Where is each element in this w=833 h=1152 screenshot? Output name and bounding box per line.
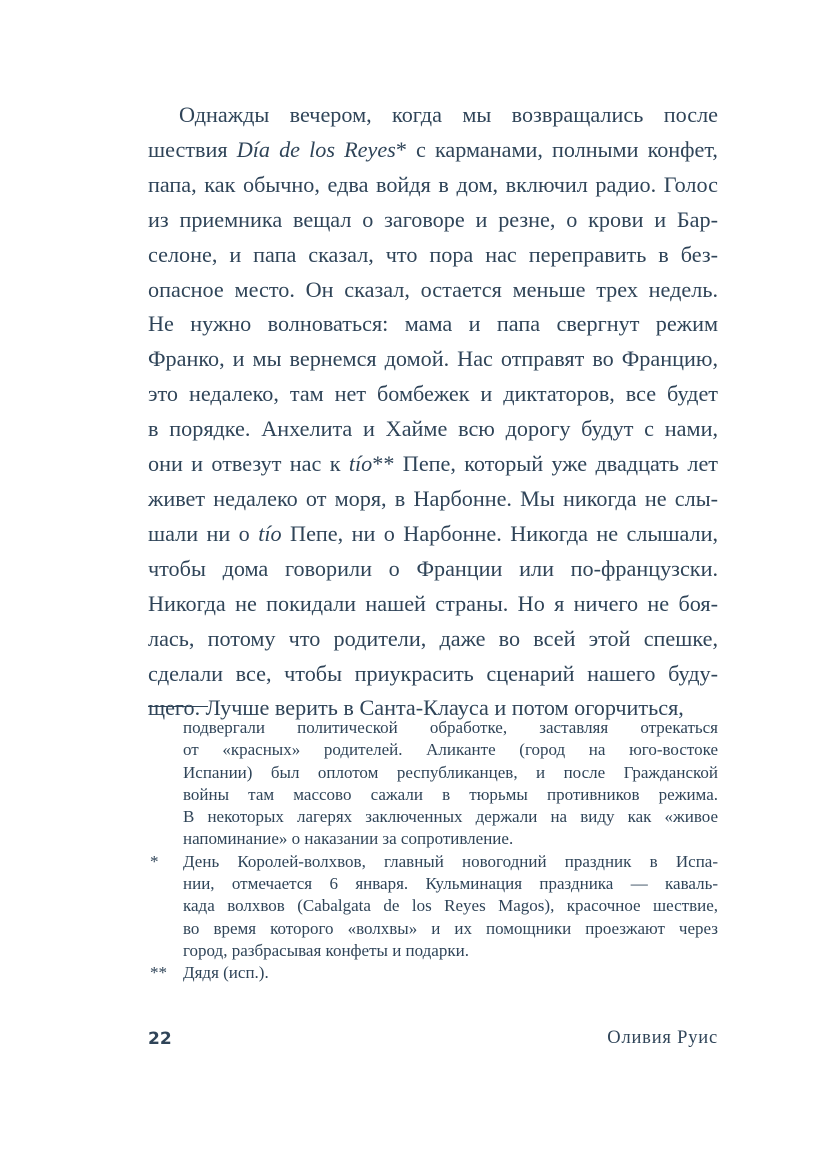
- text-line: опасное место. Он сказал, остается меньше трех недель.: [148, 276, 718, 302]
- text-line: сделали все, чтобы приукрасить сценарий нашего буду-: [148, 660, 718, 686]
- main-paragraph: [148, 98, 718, 726]
- footnote-marker: *: [150, 851, 159, 871]
- text-line: селоне, и папа сказал, что пора нас переправить в без-: [148, 241, 718, 267]
- text-line: чтобы дома говорили о Франции или по-французски.: [148, 555, 718, 581]
- text-segment: * с карманами, полными конфет,: [395, 136, 718, 162]
- text-line: лась, потому что родители, даже во всей этой спешке,: [148, 625, 718, 651]
- text-line: В некоторых лагерях заключенных держали на виду как «живое: [183, 807, 718, 827]
- footnote-continuation: [148, 717, 718, 851]
- text-segment: они и отвезут нас к: [148, 451, 349, 477]
- text-line: войны там массово сажали в тюрьмы противников режима.: [183, 784, 718, 804]
- text-line: када волхвов (Cabalgata de los Reyes Magos), красочное шествие,: [183, 896, 718, 916]
- text-line: щего. Лучше верить в Санта-Клауса и потом огорчиться,: [148, 695, 684, 721]
- italic-term: tío: [258, 520, 282, 546]
- text-segment: шали ни о: [148, 520, 259, 546]
- text-line: [148, 133, 718, 168]
- footnote-separator: [148, 706, 208, 707]
- text-line: напоминание» о наказании за сопротивление.: [183, 829, 514, 849]
- text-line: от «красных» родителей. Аликанте (город на юго-востоке: [183, 740, 718, 760]
- text-line: День Королей-волхвов, главный новогодний праздник в Испа-: [183, 851, 718, 871]
- text-line: это недалеко, там нет бомбежек и диктаторов, все будет: [148, 381, 718, 407]
- footnote-item: [148, 851, 718, 962]
- running-footer-author: Оливия Руис: [607, 1028, 718, 1048]
- text-line: Дядя (исп.).: [183, 963, 269, 983]
- text-line: в порядке. Анхелита и Хайме всю дорогу будут с нами,: [148, 416, 718, 442]
- text-line: во время которого «волхвы» и их помощники проезжают через: [183, 918, 718, 938]
- footnote-item: [148, 962, 718, 984]
- text-segment: шествия: [148, 136, 237, 162]
- text-line: живет недалеко от моря, в Нарбонне. Мы никогда не слы-: [148, 485, 718, 511]
- text-segment: Пепе, ни о Нарбонне. Никогда не слышали,: [281, 520, 718, 546]
- text-line: Не нужно волноваться: мама и папа свергнут режим: [148, 311, 718, 337]
- text-line: [148, 447, 718, 482]
- footnote-marker: **: [150, 963, 167, 983]
- text-line: Франко, и мы вернемся домой. Нас отправят во Францию,: [148, 346, 718, 372]
- text-line: [148, 517, 718, 552]
- text-line: нии, отмечается 6 января. Кульминация праздника — каваль-: [183, 874, 718, 894]
- text-line: из приемника вещал о заговоре и резне, о крови и Бар-: [148, 206, 718, 232]
- italic-term: tío: [348, 451, 373, 477]
- text-line: подвергали политической обработке, заставляя отрекаться: [183, 718, 718, 737]
- italic-term: Día de los Reyes: [236, 136, 396, 162]
- text-line: город, разбрасывая конфеты и подарки.: [183, 940, 469, 960]
- text-segment: ** Пепе, который уже двадцать лет: [372, 451, 718, 477]
- text-line: Никогда не покидали нашей страны. Но я ничего не боя-: [148, 590, 718, 616]
- page-number: 22: [148, 1029, 172, 1049]
- text-line: Однажды вечером, когда мы возвращались после: [179, 102, 718, 127]
- text-line: папа, как обычно, едва войдя в дом, включил радио. Голос: [148, 171, 718, 197]
- text-line: Испании) был оплотом республиканцев, и после Гражданской: [183, 762, 718, 782]
- footnotes: [148, 717, 718, 985]
